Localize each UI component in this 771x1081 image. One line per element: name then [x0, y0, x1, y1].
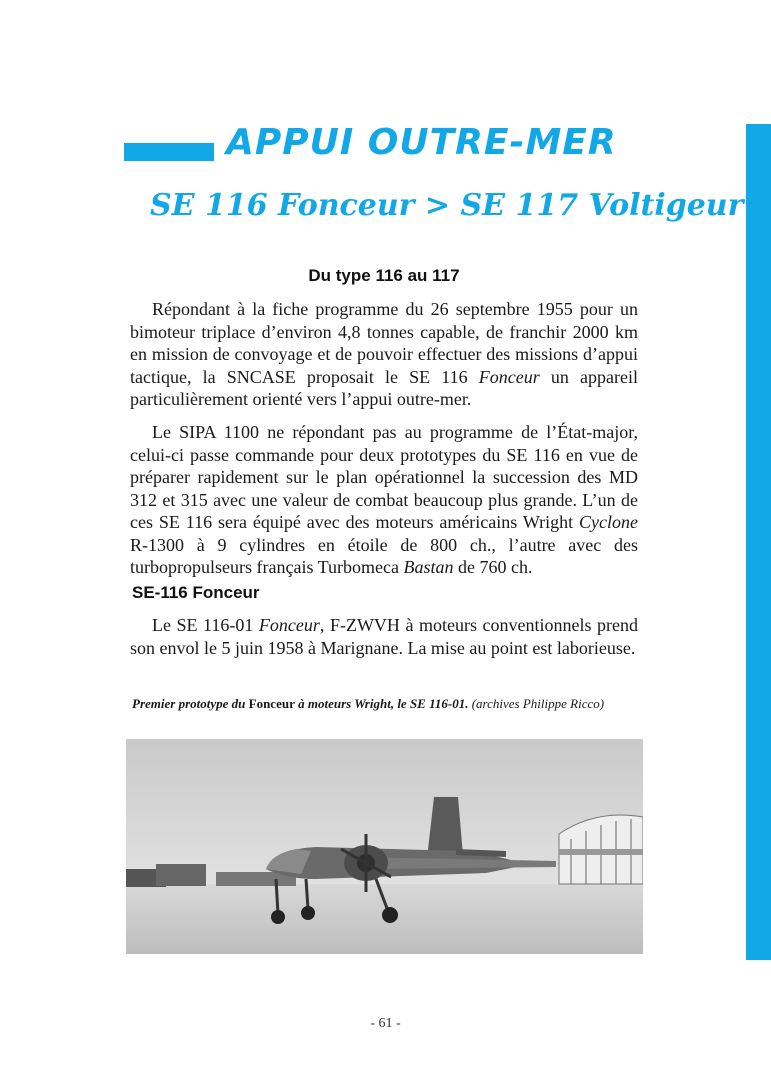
- paragraph-3: [130, 614, 638, 659]
- page-subtitle: SE 116 Fonceur > SE 117 Voltigeur: [150, 188, 744, 223]
- caption-bold-a: Premier prototype du: [132, 696, 249, 711]
- paragraph-1: [130, 298, 638, 411]
- paragraph-3-text-b: , F-ZWVH à moteurs conventionnels prend son envol le 5 juin 1958 à Marignane. La mise au point est laborieuse.: [130, 615, 638, 658]
- paragraph-3-italic: Fonceur: [258, 615, 320, 635]
- paragraph-2-text-a: Le SIPA 1100 ne répondant pas au programme de l’État-major, celui-ci passe commande pour deux prototypes du SE 116 en vue de préparer rapidement sur le plan opérationnel la succession des MD 312 et 315 avec une valeur de combat beaucoup plus grande. L’un de ces SE 116 sera équipé avec des moteurs américains Wright: [130, 422, 638, 532]
- section-heading-se116-fonceur: SE-116 Fonceur: [132, 583, 260, 602]
- title-accent-bar: [124, 143, 214, 161]
- page-number: - 61 -: [370, 1016, 401, 1031]
- section-heading-type-116-117: Du type 116 au 117: [308, 266, 460, 285]
- paragraph-3-text-a: Le SE 116-01: [152, 615, 259, 635]
- page-title: APPUI OUTRE-MER: [226, 122, 617, 163]
- paragraph-1-italic: Fonceur: [478, 366, 540, 387]
- side-color-tab: [746, 124, 771, 960]
- paragraph-2-italic-bastan: Bastan: [403, 557, 454, 577]
- paragraph-1-text-b: un appareil particulièrement orienté vers l’appui outre-mer.: [130, 366, 638, 409]
- paragraph-2-italic-cyclone: Cyclone: [579, 512, 638, 532]
- caption-bold-b: à moteurs Wright, le SE 116-01.: [294, 696, 469, 711]
- caption-bold-fonceur: Fonceur: [248, 696, 295, 711]
- paragraph-2-text-c: de 760 ch.: [453, 557, 533, 577]
- photo-caption: [132, 696, 638, 712]
- paragraph-1-text-a: Répondant à la fiche programme du 26 septembre 1955 pour un bimoteur triplace d’environ 4,8 tonnes capable, de franchir 2000 km en mission de convoyage et de pouvoir effectuer des missions d’appui tactique, la SNCASE proposait le SE 116: [130, 299, 638, 387]
- aircraft-photo: [126, 739, 643, 954]
- paragraph-2-text-b: R-1300 à 9 cylindres en étoile de 800 ch., l’autre avec des turbopropulseurs français Turbomeca: [130, 534, 638, 577]
- paragraph-2: [130, 421, 638, 579]
- caption-credit: (archives Philippe Ricco): [468, 696, 605, 711]
